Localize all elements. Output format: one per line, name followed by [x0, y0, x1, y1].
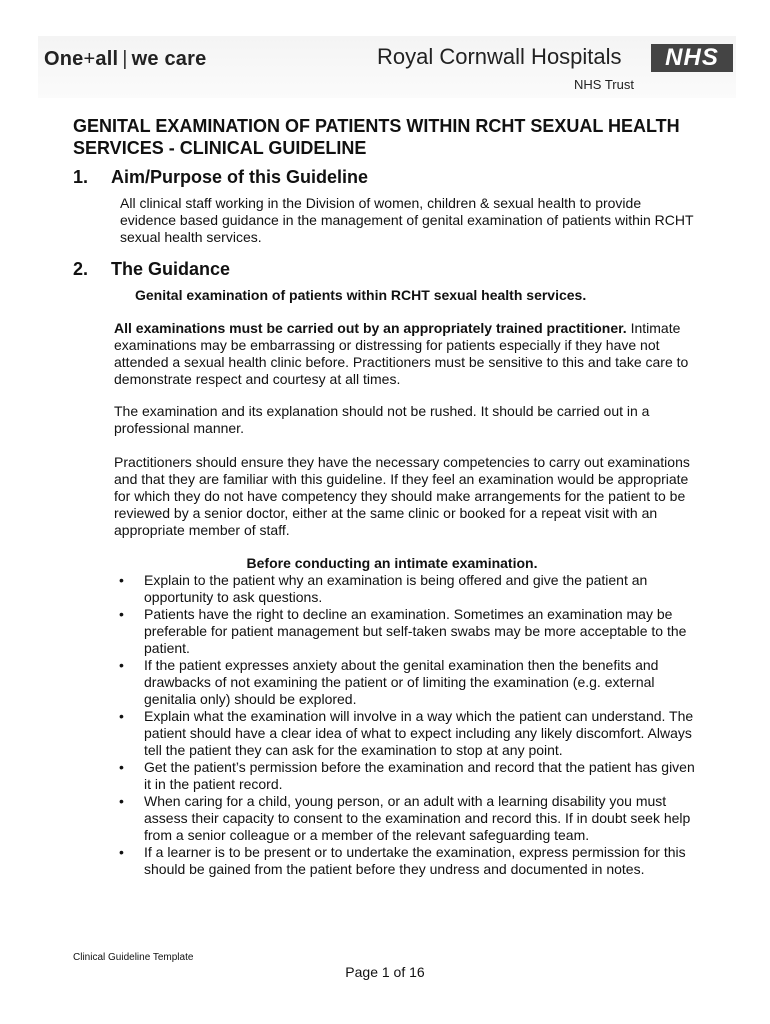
list-item: • Explain to the patient why an examination is being offered and give the patient an opportunity to ask questions. — [114, 572, 704, 606]
section-1-number: 1. — [73, 167, 89, 187]
guidance-paragraph-2: The examination and its explanation should not be rushed. It should be carried out in a professional manner. — [114, 403, 650, 436]
section-1-title: Aim/Purpose of this Guideline — [111, 167, 369, 187]
footer-template-label: Clinical Guideline Template — [73, 952, 194, 963]
slogan-part-we-care: we care — [131, 48, 207, 70]
section-1-heading — [73, 167, 368, 188]
section-1-text: All clinical staff working in the Division of women, children & sexual health to provide evidence based guidance in the management of genital examination of patients within RCHT sexual health services. — [120, 195, 694, 245]
section-2-title: The Guidance — [111, 259, 231, 279]
list-item: • Explain what the examination will involve in a way which the patient can understand. The patient should have a clear idea of what to expect including any likely discomfort. Always tell the patient they can ask for the examination to stop at any point. — [114, 708, 704, 759]
list-item: • Get the patient’s permission before the examination and record that the patient has given it in the patient record. — [114, 759, 704, 793]
guidance-paragraph-1-text: Intimate examinations may be embarrassing or distressing for patients especially if they have not attended a sexual health clinic before. Practitioners must be sensitive to this and take care to demonstrate respect and courtesy at all times. — [114, 320, 689, 387]
trust-name: Royal Cornwall Hospitals — [377, 44, 622, 69]
list-item: • If the patient expresses anxiety about the genital examination then the benefits and drawbacks of not examining the patient or of limiting the examination (e.g. external genitalia only) should be explored. — [114, 657, 704, 708]
section-2-heading — [73, 259, 230, 280]
guidance-paragraph-3: Practitioners should ensure they have the necessary competencies to carry out examinations and that they are familiar with this guideline. If they feel an examination would be appropriate for which they do not have competency they should make arrangements for the patient to be reviewed by a senior doctor, either at the same clinic or booked for a repeat visit with an appropriate member of staff. — [114, 454, 690, 538]
list-item: • Patients have the right to decline an examination. Sometimes an examination may be preferable for patient management but self-taken swabs may be more acceptable to the patient. — [114, 606, 704, 657]
guidance-paragraph-1 — [114, 320, 704, 388]
before-examination-list — [114, 572, 704, 878]
trust-subtitle: NHS Trust — [574, 77, 634, 92]
slogan-separator: | — [122, 48, 128, 70]
before-examination-heading: Before conducting an intimate examination. — [246, 555, 538, 571]
list-item: • When caring for a child, young person, or an adult with a learning disability you must assess their capacity to consent to the examination and record this. If in doubt seek help from a senior colleague or a member of the relevant safeguarding team. — [114, 793, 704, 844]
slogan-part-one: One — [44, 48, 84, 70]
nhs-logo: NHS — [651, 44, 733, 72]
page-number: Page 1 of 16 — [345, 964, 425, 980]
guidance-paragraph-1-bold: All examinations must be carried out by an appropriately trained practitioner. — [114, 320, 627, 336]
slogan-plus: + — [83, 48, 96, 70]
slogan-logo — [44, 48, 206, 71]
document-title: GENITAL EXAMINATION OF PATIENTS WITHIN RCHT SEXUAL HEALTH SERVICES - CLINICAL GUIDELINE — [73, 116, 680, 158]
section-2-number: 2. — [73, 259, 89, 279]
list-item: • If a learner is to be present or to undertake the examination, express permission for this should be gained from the patient before they undress and documented in notes. — [114, 844, 704, 878]
section-2-subheading: Genital examination of patients within RCHT sexual health services. — [135, 287, 587, 303]
slogan-part-all: all — [95, 48, 119, 70]
